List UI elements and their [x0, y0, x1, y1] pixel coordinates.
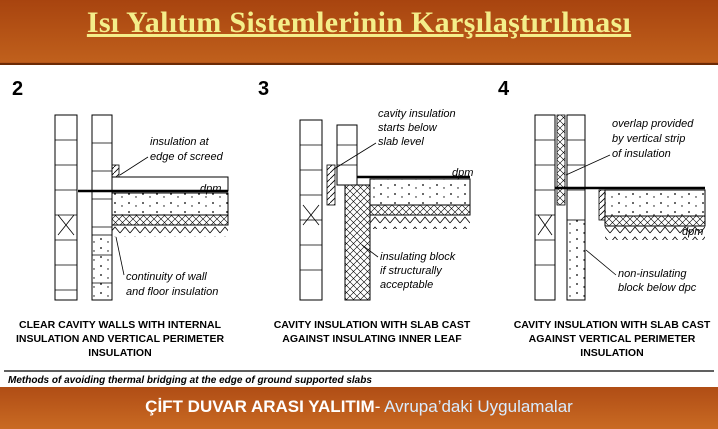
label-text: acceptable [380, 279, 434, 291]
label-text: overlap provided [612, 118, 694, 130]
label-text: dpm [682, 226, 704, 238]
label-text: dpm [200, 183, 222, 195]
diagram-caption: AGAINST VERTICAL PERIMETER [528, 333, 696, 345]
footer-bar [0, 387, 718, 429]
label-text: insulation at [150, 136, 209, 148]
diagram-caption: INSULATION AND VERTICAL PERIMETER [15, 333, 225, 345]
floor-insulation [370, 205, 470, 215]
footer-separator: - [374, 397, 385, 416]
concrete-slab [605, 190, 705, 216]
thermal-bridging-figure [0, 65, 718, 387]
label-text: by vertical strip [612, 133, 686, 145]
diagram-3 [258, 78, 473, 345]
inner-wall-leaf [337, 125, 357, 185]
diagram-caption: CAVITY INSULATION WITH SLAB CAST [273, 319, 471, 331]
diagram-number: 2 [12, 78, 24, 100]
diagram-caption: CLEAR CAVITY WALLS WITH INTERNAL [18, 319, 222, 331]
outer-wall-leaf [300, 120, 322, 300]
diagram-2 [12, 78, 228, 359]
label-text: and floor insulation [126, 286, 219, 298]
hardcore [370, 215, 470, 229]
label-text: of insulation [612, 148, 671, 160]
diagram-caption: AGAINST INSULATING INNER LEAF [282, 333, 462, 345]
concrete-slab [112, 193, 228, 215]
label-text: slab level [378, 136, 424, 148]
label-text: cavity insulation [378, 108, 456, 120]
vertical-strip-insulation [557, 115, 565, 205]
diagram-number: 3 [258, 78, 270, 100]
diagram-caption: INSULATION [88, 347, 152, 359]
label-text: continuity of wall [126, 271, 207, 283]
label-text: dpm [452, 167, 474, 179]
diagram-caption: CAVITY INSULATION WITH SLAB CAST [513, 319, 711, 331]
footer-bold-text: ÇİFT DUVAR ARASI YALITIM [145, 397, 375, 416]
label-text: block below dpc [618, 282, 697, 294]
diagram-caption: INSULATION [580, 347, 644, 359]
concrete-slab [370, 179, 470, 205]
figure-caption: Methods of avoiding thermal bridging at the edge of ground supported slabs [8, 375, 372, 386]
label-text: starts below [378, 122, 437, 134]
diagram-4 [498, 78, 711, 359]
cavity-insulation [327, 165, 335, 205]
outer-wall-leaf [535, 115, 555, 300]
outer-wall-leaf [55, 115, 77, 300]
insulating-block [345, 185, 370, 300]
slide-title: Isı Yalıtım Sistemlerinin Karşılaştırılması [86, 6, 632, 39]
footer-light-text: Avrupa’daki Uygulamalar [384, 397, 573, 416]
hardcore [112, 225, 228, 237]
label-text: non-insulating [618, 268, 687, 280]
diagram-number: 4 [498, 78, 510, 100]
diagram-panel [0, 63, 718, 389]
label-text: insulating block [380, 251, 456, 263]
floor-insulation [605, 216, 705, 226]
floor-insulation [112, 215, 228, 225]
label-text: if structurally [380, 265, 442, 277]
label-text: edge of screed [150, 151, 223, 163]
slide-title-bar [0, 0, 718, 62]
